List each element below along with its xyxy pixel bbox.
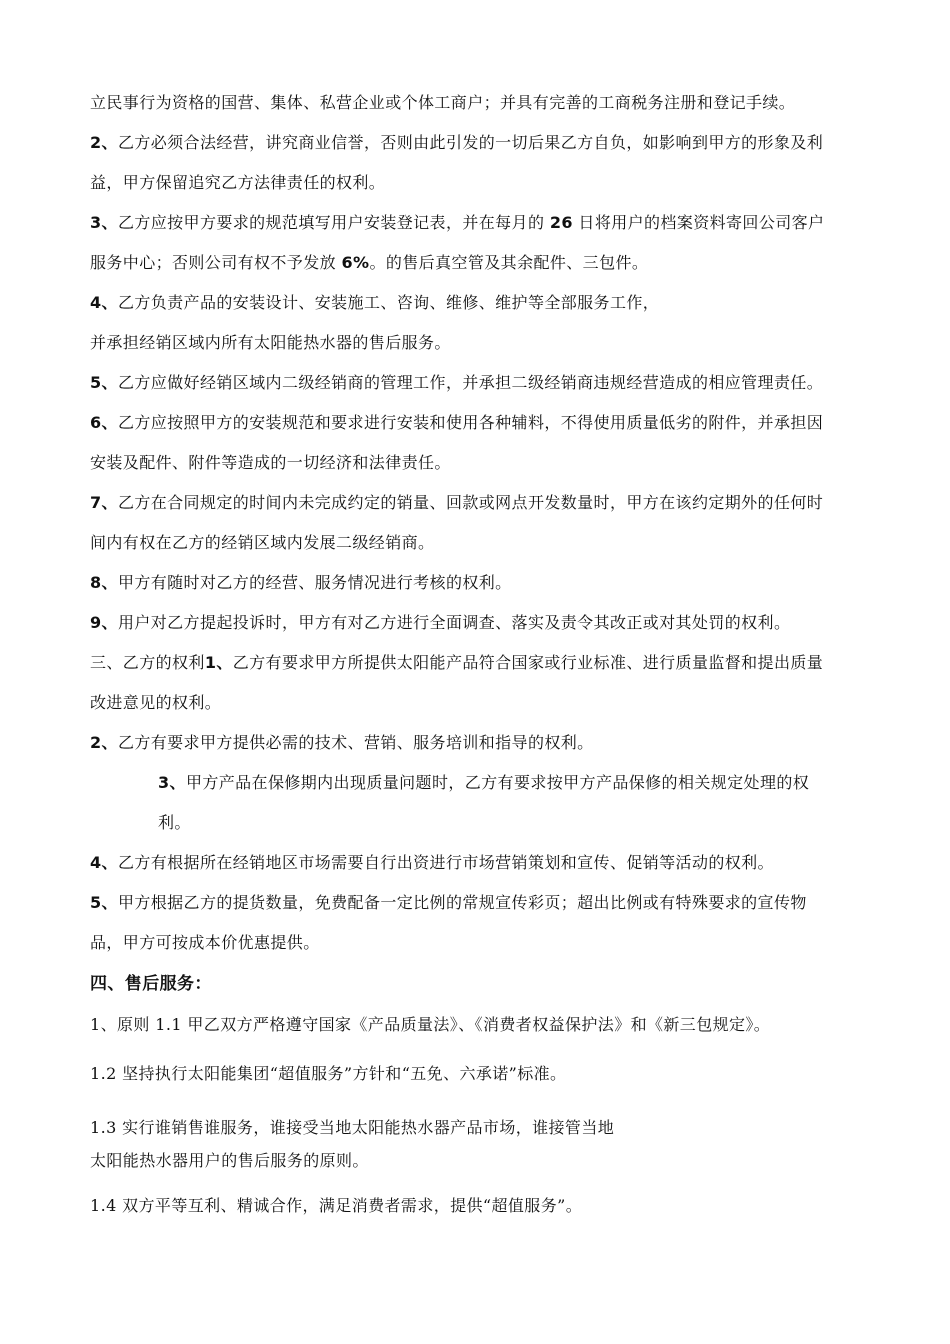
right-item-5: 5、甲方根据乙方的提货数量，免费配备一定比例的常规宣传彩页；超出比例或有特殊要求的宣传物 — [90, 893, 807, 912]
text-line: 立民事行为资格的国营、集体、私营企业或个体工商户；并具有完善的工商税务注册和登记手续。 — [90, 93, 796, 112]
text-line: 间内有权在乙方的经销区域内发展二级经销商。 — [90, 533, 435, 552]
item-4: 4、乙方负责产品的安装设计、安装施工、咨询、维修、维护等全部服务工作， — [90, 293, 660, 312]
principle-1-2: 1.2 坚持执行太阳能集团“超值服务”方针和“五免、六承诺”标准。 — [90, 1064, 567, 1083]
item-5: 5、乙方应做好经销区域内二级经销商的管理工作，并承担二级经销商违规经营造成的相应管理责任。 — [90, 373, 824, 392]
principle-1-3: 1.3 实行谁销售谁服务，谁接受当地太阳能热水器产品市场，谁接管当地 — [90, 1118, 615, 1137]
item-8: 8、甲方有随时对乙方的经营、服务情况进行考核的权利。 — [90, 573, 512, 592]
principle-1-4: 1.4 双方平等互利、精诚合作，满足消费者需求，提供“超值服务”。 — [90, 1196, 583, 1215]
right-item-3: 3、甲方产品在保修期内出现质量问题时，乙方有要求按甲方产品保修的相关规定处理的权 — [158, 773, 810, 792]
right-item-2: 2、乙方有要求甲方提供必需的技术、营销、服务培训和指导的权利。 — [90, 733, 594, 752]
principle-1-1: 1、原则 1.1 甲乙双方严格遵守国家《产品质量法》、《消费者权益保护法》和《新三包规定》。 — [90, 1015, 771, 1034]
section-3-heading: 三、乙方的权利1、乙方有要求甲方所提供太阳能产品符合国家或行业标准、进行质量监督和提出质量 — [90, 653, 824, 672]
item-7: 7、乙方在合同规定的时间内未完成约定的销量、回款或网点开发数量时，甲方在该约定期外的任何时 — [90, 493, 824, 512]
text-line: 太阳能热水器用户的售后服务的原则。 — [90, 1151, 369, 1170]
text-line: 服务中心；否则公司有权不予发放 6%。的售后真空管及其余配件、三包件。 — [90, 253, 649, 272]
text-line: 并承担经销区域内所有太阳能热水器的售后服务。 — [90, 333, 451, 352]
right-item-4: 4、乙方有根据所在经销地区市场需要自行出资进行市场营销策划和宣传、促销等活动的权利。 — [90, 853, 774, 872]
text-line: 品，甲方可按成本价优惠提供。 — [90, 933, 320, 952]
text-line: 安装及配件、附件等造成的一切经济和法律责任。 — [90, 453, 451, 472]
item-9: 9、用户对乙方提起投诉时，甲方有对乙方进行全面调查、落实及责令其改正或对其处罚的权利。 — [90, 613, 791, 632]
item-2: 2、乙方必须合法经营，讲究商业信誉，否则由此引发的一切后果乙方自负，如影响到甲方的形象及利 — [90, 133, 824, 152]
item-3: 3、乙方应按甲方要求的规范填写用户安装登记表，并在每月的 26 日将用户的档案资料寄回公司客户 — [90, 213, 825, 232]
section-4-heading: 四、售后服务： — [90, 974, 212, 994]
item-6: 6、乙方应按照甲方的安装规范和要求进行安装和使用各种辅料，不得使用质量低劣的附件，并承担因 — [90, 413, 824, 432]
text-line: 利。 — [158, 813, 191, 832]
text-line: 益，甲方保留追究乙方法律责任的权利。 — [90, 173, 386, 192]
text-line: 改进意见的权利。 — [90, 693, 222, 712]
